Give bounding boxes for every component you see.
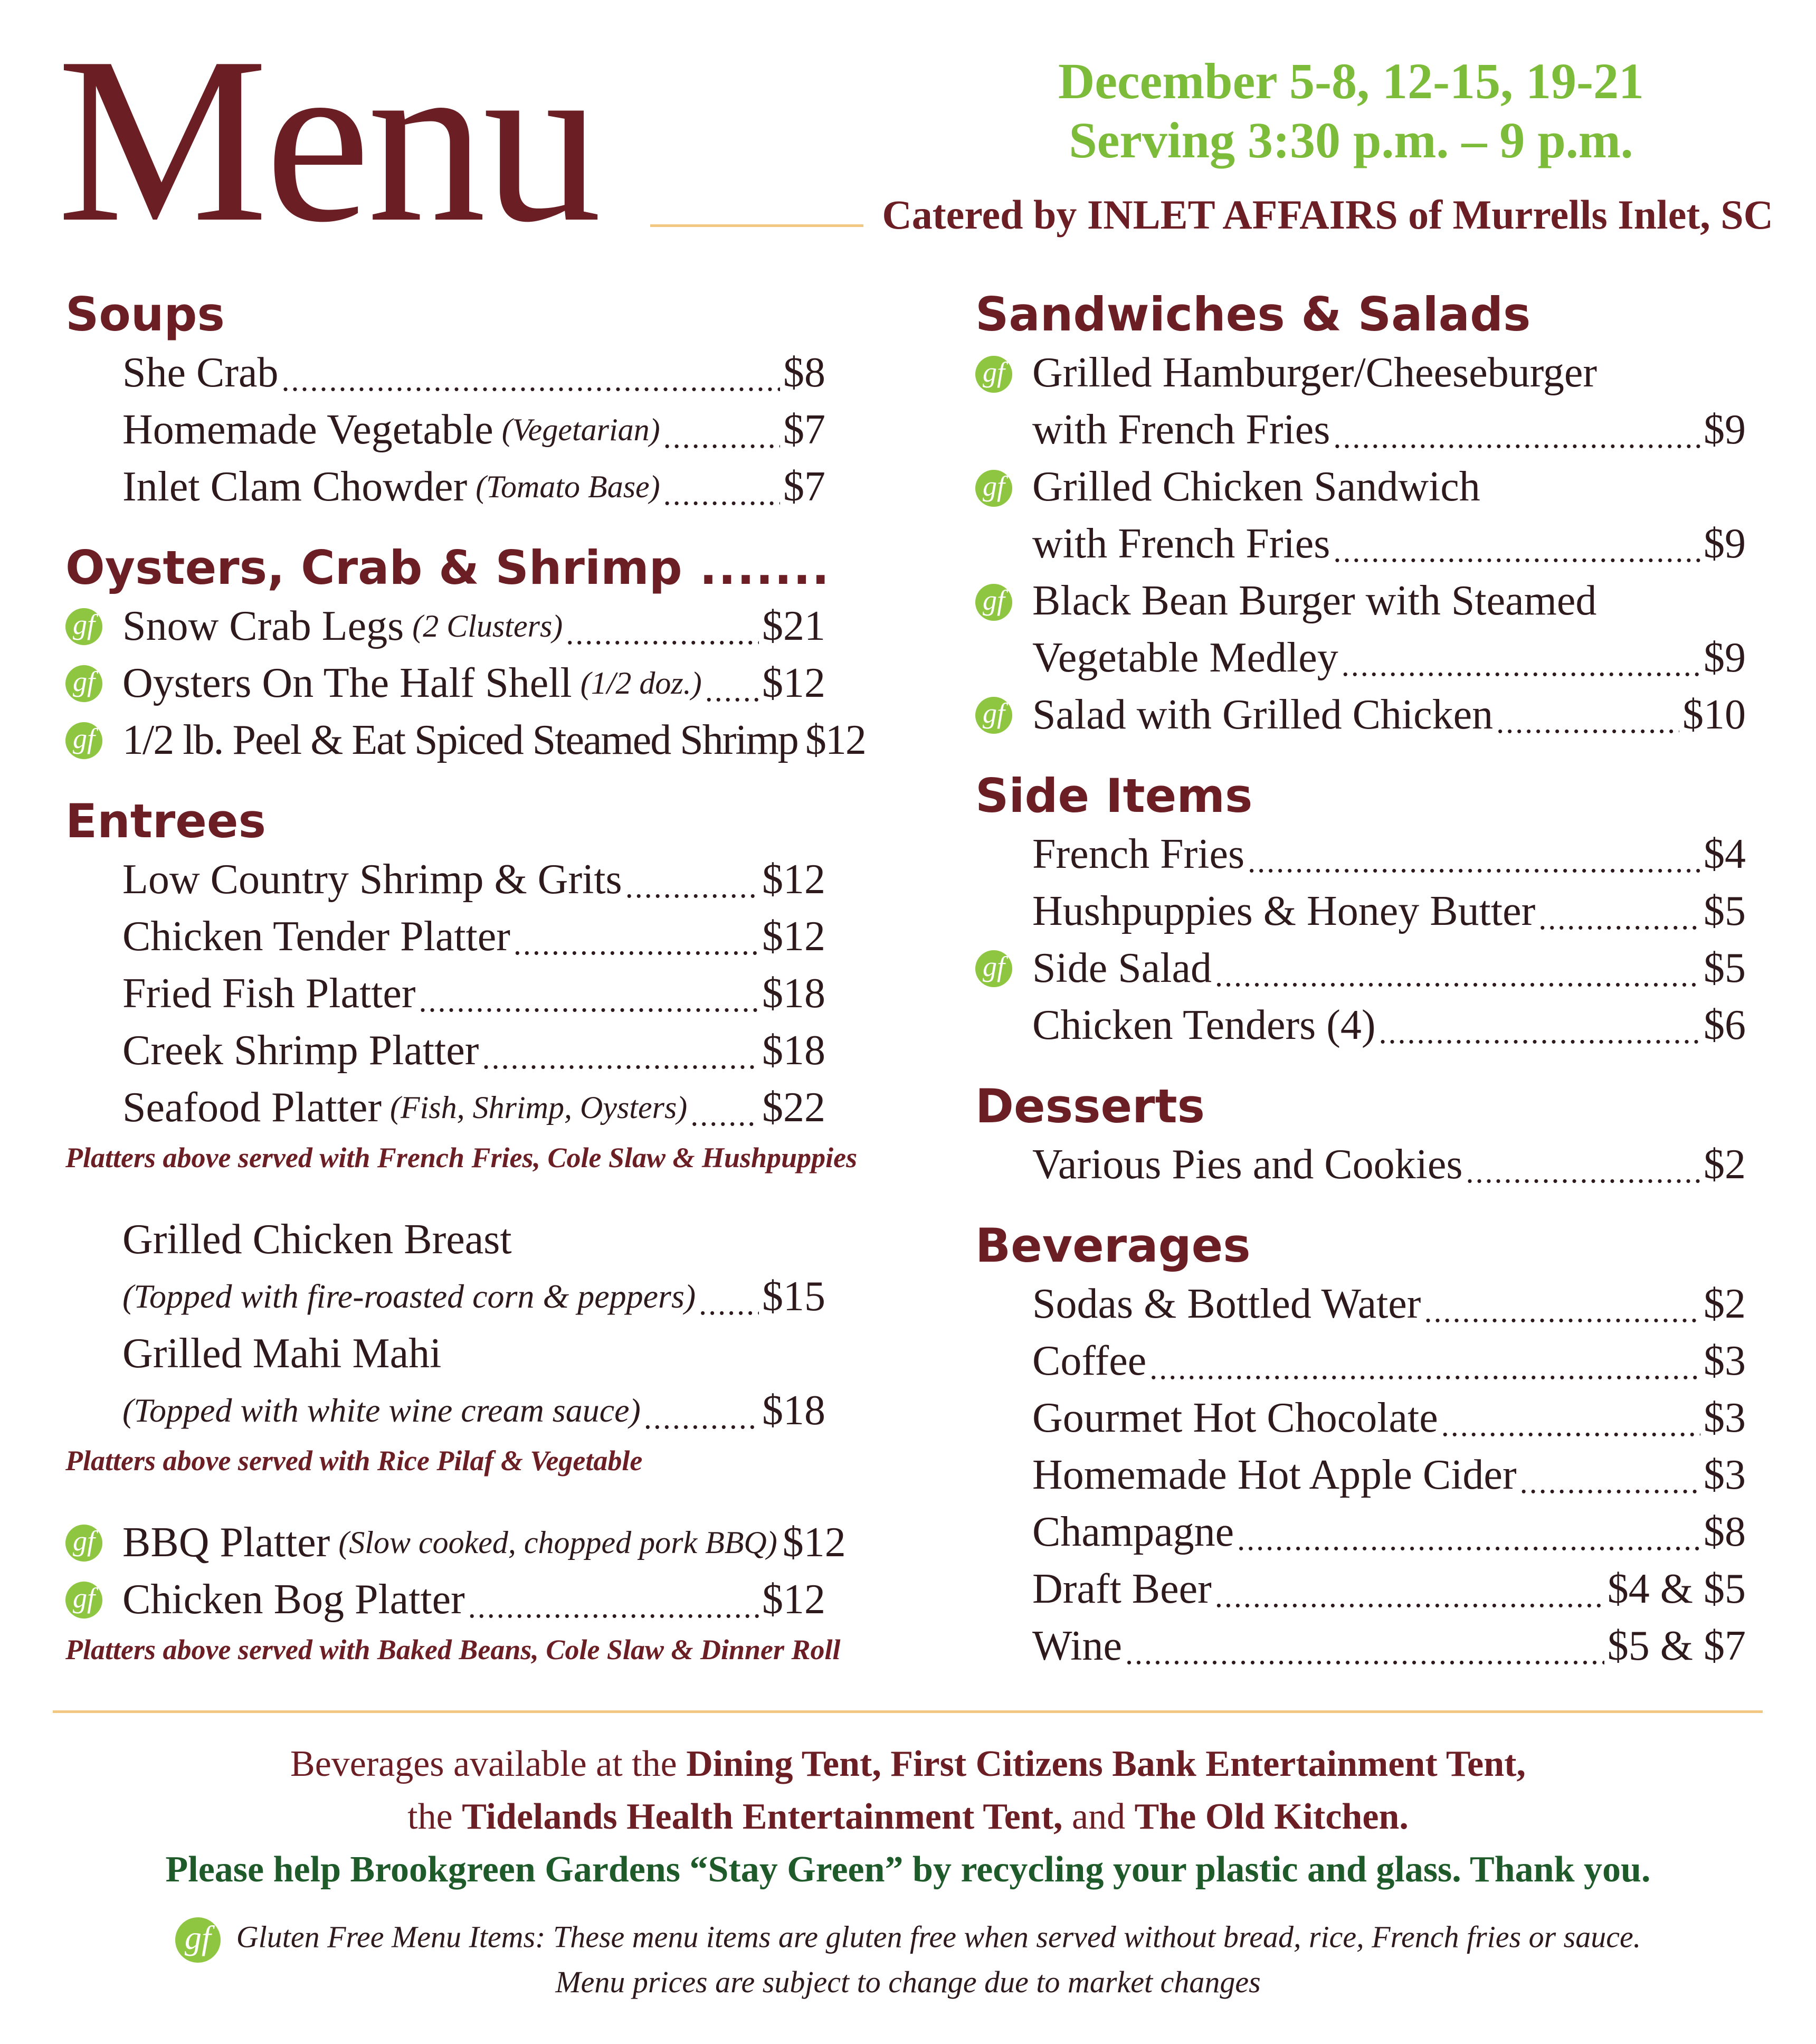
menu-item: [975, 1332, 1746, 1389]
footer-text: and: [1062, 1796, 1135, 1837]
item-name: Low Country Shrimp & Grits: [122, 856, 622, 903]
menu-item: [975, 826, 1746, 883]
item-price: $12: [762, 913, 825, 960]
dot-leader: [1379, 1011, 1700, 1054]
item-note: (2 Clusters): [412, 609, 563, 644]
item-name: Salad with Grilled Chicken: [1032, 692, 1494, 738]
dot-leader: [419, 980, 759, 1022]
item-price: $3: [1704, 1452, 1746, 1498]
item-name: Homemade Vegetable: [122, 406, 493, 453]
item-price: $12: [782, 1519, 846, 1566]
dot-leader: [1215, 954, 1700, 997]
footer-divider: [53, 1710, 1763, 1713]
item-price: $3: [1704, 1395, 1746, 1441]
dot-leader: [1466, 1151, 1700, 1193]
item-note: (Tomato Base): [476, 469, 660, 504]
dot-leader: [1538, 897, 1700, 940]
gluten-free-icon: gf: [975, 356, 1012, 393]
menu-item: [65, 598, 825, 655]
section-desserts: [975, 1077, 1746, 1193]
dot-leader: [468, 1586, 759, 1628]
section-title-sides: Side Items: [975, 769, 1253, 823]
menu-item: [975, 997, 1746, 1054]
menu-item: [65, 965, 825, 1022]
gluten-free-note: [0, 1917, 1816, 1963]
item-price: $12: [805, 717, 866, 763]
item-name: Hushpuppies & Honey Butter: [1032, 888, 1536, 934]
item-name: Grilled Hamburger/Cheeseburger: [1032, 349, 1598, 396]
section-title-soups: Soups: [65, 287, 225, 342]
footer-location: The Old Kitchen.: [1134, 1796, 1409, 1837]
item-name: Chicken Bog Platter: [122, 1576, 465, 1623]
item-name: Oysters On The Half Shell: [122, 660, 572, 706]
item-name: 1/2 lb. Peel & Eat Spiced Steamed Shrimp: [122, 717, 798, 763]
platter-note: Platters above served with Baked Beans, Cole Slaw & Dinner Roll: [65, 1634, 841, 1666]
item-name: Grilled Chicken Sandwich: [1032, 463, 1480, 510]
item-detail-row: [1032, 515, 1746, 572]
item-price: $7: [783, 406, 825, 453]
dot-leader: [566, 612, 759, 655]
gluten-free-icon: gf: [975, 584, 1012, 621]
right-column: [975, 285, 1746, 1698]
item-note: (Vegetarian): [501, 412, 660, 447]
item-price: $21: [762, 603, 825, 649]
menu-item: [975, 1389, 1746, 1446]
item-name: Inlet Clam Chowder: [122, 463, 468, 510]
menu-item: [975, 883, 1746, 940]
menu-item: [975, 1560, 1746, 1617]
item-price: $7: [783, 463, 825, 510]
gluten-free-icon: gf: [65, 665, 102, 702]
item-price: $10: [1682, 692, 1746, 738]
item-price: $15: [762, 1273, 825, 1320]
dot-leader: [1237, 1518, 1700, 1560]
gluten-free-text: Gluten Free Menu Items: These menu items are gluten free when served without bread, rice, French fries or sauce.: [236, 1919, 1641, 1954]
item-price: $5: [1704, 888, 1746, 934]
dot-leader: [1441, 1404, 1700, 1446]
menu-item: [975, 1503, 1746, 1560]
gluten-free-icon: gf: [975, 697, 1012, 734]
menu-item: [65, 908, 825, 965]
menu-item: [65, 344, 825, 401]
menu-title: Menu: [57, 8, 598, 271]
item-name: Fried Fish Platter: [122, 970, 416, 1017]
platter-note: Platters above served with French Fries, Cole Slaw & Hushpuppies: [65, 1142, 858, 1174]
menu-item: [975, 1617, 1746, 1674]
dot-leader: [282, 359, 780, 401]
item-detail-row: [122, 1382, 825, 1439]
caterer-line: Catered by INLET AFFAIRS of Murrells Inlet, SC: [882, 192, 1773, 238]
item-name: Various Pies and Cookies: [1032, 1141, 1463, 1188]
menu-item: [65, 712, 866, 769]
dot-leader: [1333, 416, 1700, 458]
item-price: $5: [1704, 945, 1746, 991]
menu-item: [975, 344, 1746, 458]
item-price: $18: [762, 970, 825, 1017]
item-note: (Fish, Shrimp, Oysters): [389, 1090, 688, 1125]
item-price: $2: [1704, 1281, 1746, 1327]
item-name: Chicken Tender Platter: [122, 913, 510, 960]
item-detail: with French Fries: [1032, 406, 1330, 453]
gluten-free-icon: gf: [65, 608, 102, 645]
gluten-free-icon: gf: [65, 1582, 102, 1619]
item-detail: (Topped with fire-roasted corn & peppers): [122, 1278, 696, 1315]
section-sides: [975, 767, 1746, 1054]
item-price: $4: [1704, 831, 1746, 877]
item-price: $22: [762, 1084, 825, 1131]
item-detail: (Topped with white wine cream sauce): [122, 1392, 641, 1429]
section-entrees: [65, 792, 858, 1671]
item-name: Sodas & Bottled Water: [1032, 1281, 1421, 1327]
menu-item: [65, 1325, 825, 1439]
dot-leader: [482, 1037, 759, 1079]
dot-leader: [1520, 1461, 1700, 1503]
footer-text: Beverages available at the: [290, 1744, 687, 1784]
footer-location: Tidelands Health Entertainment Tent,: [462, 1796, 1063, 1837]
item-price: $8: [1704, 1509, 1746, 1555]
beverage-locations-line-2: [0, 1791, 1816, 1843]
item-name: Snow Crab Legs: [122, 603, 404, 649]
footer: [0, 1738, 1816, 2002]
section-title-sandwiches: Sandwiches & Salads: [975, 287, 1531, 342]
dot-leader: [699, 1283, 759, 1325]
item-price: $9: [1704, 521, 1746, 567]
item-price: $12: [762, 1576, 825, 1623]
dot-leader: [625, 866, 759, 908]
menu-item: [65, 1571, 825, 1628]
menu-item: [65, 1022, 825, 1079]
event-dates: December 5-8, 12-15, 19-21: [1058, 53, 1644, 109]
item-name: Coffee: [1032, 1338, 1147, 1384]
item-price: $4 & $5: [1607, 1566, 1746, 1612]
dot-leader: [644, 1397, 759, 1439]
menu-item: [975, 458, 1746, 572]
section-title-oysters: Oysters, Crab & Shrimp .....: [65, 538, 825, 598]
section-soups: [65, 285, 825, 515]
dot-leader: [514, 923, 759, 965]
item-price: $18: [762, 1387, 825, 1434]
item-detail: with French Fries: [1032, 521, 1330, 567]
item-name: Wine: [1032, 1623, 1123, 1669]
dot-leader: [663, 473, 780, 515]
menu-item: [65, 1079, 825, 1136]
gluten-free-icon: gf: [175, 1917, 221, 1963]
dot-leader: [1215, 1575, 1604, 1617]
item-price: $3: [1704, 1338, 1746, 1384]
footer-text: the: [407, 1796, 462, 1837]
event-info: [866, 52, 1773, 239]
gluten-free-icon: gf: [65, 1525, 102, 1562]
footer-location: Dining Tent, First Citizens Bank Entertainment Tent,: [686, 1744, 1526, 1784]
price-change-note: Menu prices are subject to change due to market changes: [555, 1965, 1261, 1999]
section-title-desserts: Desserts: [975, 1079, 1205, 1133]
menu-item: [975, 940, 1746, 997]
section-title-beverages: Beverages: [975, 1218, 1251, 1273]
item-price: $6: [1704, 1002, 1746, 1048]
menu-item: [65, 401, 825, 458]
item-name: Draft Beer: [1032, 1566, 1212, 1612]
item-name: Homemade Hot Apple Cider: [1032, 1452, 1517, 1498]
item-price: $18: [762, 1027, 825, 1074]
platter-note: Platters above served with Rice Pilaf & Vegetable: [65, 1445, 643, 1477]
gluten-free-icon: gf: [975, 470, 1012, 507]
item-name: Side Salad: [1032, 945, 1212, 991]
menu-item: [975, 1136, 1746, 1193]
dot-leader: [1248, 840, 1700, 883]
serving-hours: Serving 3:30 p.m. – 9 p.m.: [1069, 112, 1633, 168]
gluten-free-icon: gf: [975, 950, 1012, 987]
gluten-free-icon: gf: [65, 722, 102, 759]
section-beverages: [975, 1216, 1746, 1674]
section-sandwiches: [975, 285, 1746, 743]
item-price: $8: [783, 349, 825, 396]
beverage-locations-line-1: [0, 1738, 1816, 1791]
left-column: [65, 285, 866, 1703]
item-detail-row: [1032, 629, 1746, 686]
menu-item: [65, 1211, 825, 1325]
title-divider: [650, 224, 863, 227]
item-name: Chicken Tenders (4): [1032, 1002, 1376, 1048]
item-price: $9: [1704, 406, 1746, 453]
menu-item: [975, 1275, 1746, 1332]
item-name: Champagne: [1032, 1509, 1234, 1555]
menu-item: [65, 851, 825, 908]
dot-leader: [663, 416, 780, 458]
item-detail: Vegetable Medley: [1032, 635, 1338, 681]
section-title-entrees: Entrees: [65, 794, 266, 848]
item-price: $2: [1704, 1141, 1746, 1188]
dot-leader: [1149, 1347, 1700, 1389]
dot-leader: [1424, 1290, 1700, 1332]
item-name: Seafood Platter: [122, 1084, 382, 1131]
item-name: Creek Shrimp Platter: [122, 1027, 479, 1074]
item-name: She Crab: [122, 349, 279, 396]
menu-item: [65, 458, 825, 515]
item-price: $12: [762, 660, 825, 706]
menu-item: [975, 686, 1746, 743]
dot-leader: [1342, 644, 1700, 686]
recycle-message: Please help Brookgreen Gardens “Stay Green” by recycling your plastic and glass. Thank you.: [165, 1849, 1651, 1890]
item-note: (Slow cooked, chopped pork BBQ): [338, 1525, 777, 1560]
dot-leader: [1125, 1632, 1604, 1674]
item-name: French Fries: [1032, 831, 1245, 877]
menu-item: [65, 655, 825, 712]
item-price: $5 & $7: [1607, 1623, 1746, 1669]
menu-item: [975, 572, 1746, 686]
item-price: $9: [1704, 635, 1746, 681]
item-note: (1/2 doz.): [580, 666, 702, 701]
item-detail-row: [1032, 401, 1746, 458]
dot-leader: [1496, 701, 1679, 743]
dot-leader: [1333, 530, 1700, 572]
dot-leader: [705, 669, 759, 712]
item-name: Black Bean Burger with Steamed: [1032, 578, 1597, 624]
item-name: Grilled Mahi Mahi: [122, 1330, 442, 1377]
section-oysters: [65, 538, 866, 769]
item-detail-row: [122, 1268, 825, 1325]
item-name: Gourmet Hot Chocolate: [1032, 1395, 1438, 1441]
dot-leader: [690, 1094, 759, 1136]
menu-item: [975, 1446, 1746, 1503]
item-price: $12: [762, 856, 825, 903]
item-name: BBQ Platter: [122, 1519, 330, 1566]
item-name: Grilled Chicken Breast: [122, 1216, 512, 1263]
menu-item: [65, 1514, 846, 1571]
